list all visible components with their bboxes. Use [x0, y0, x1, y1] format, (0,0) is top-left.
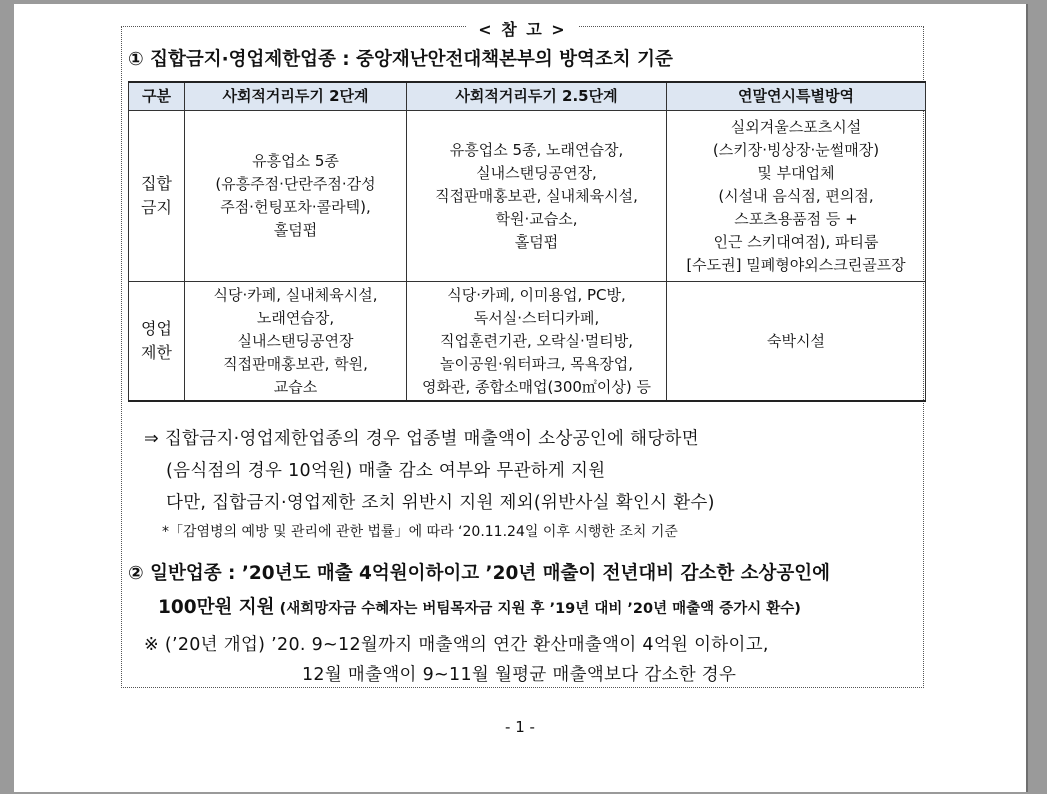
- arrow-paragraph-line2: (음식점의 경우 10억원) 매출 감소 여부와 무관하게 지원: [166, 461, 606, 481]
- cell-line: 실외겨울스포츠시설: [730, 117, 862, 136]
- cell-ban-yearend: [667, 111, 926, 282]
- section2-heading-line2: [158, 593, 958, 619]
- cell-line: 학원·교습소,: [495, 209, 578, 228]
- section1-heading: ① 집합금지·영업제한업종 : 중앙재난안전대책본부의 방역조치 기준: [128, 49, 673, 70]
- cell-line: 유흥업소 5종: [252, 152, 339, 170]
- cell-line: (스키장·빙상장·눈썰매장): [712, 140, 880, 159]
- section2-main-text: 100만원 지원: [158, 597, 275, 618]
- table-header-row: [129, 82, 926, 111]
- cell-line: 홀덤펍: [273, 221, 318, 239]
- reference-title: [122, 17, 923, 40]
- category-line: 영업: [141, 319, 172, 338]
- cell-line: [수도권] 밀폐형야외스크린골프장: [686, 255, 906, 274]
- table-row-restrict: [129, 282, 926, 402]
- page-number: - 1 -: [505, 718, 535, 736]
- cell-restrict-level2: [185, 282, 407, 402]
- cell-line: 노래연습장,: [256, 308, 335, 327]
- cell-line: (유흥주점·단란주점·감성: [215, 175, 376, 193]
- category-line: 제한: [141, 343, 172, 362]
- cell-line: 유흥업소 5종, 노래연습장,: [449, 140, 624, 159]
- arrow-paragraph-line1: ⇒ 집합금지·영업제한업종의 경우 업종별 매출액이 소상공인에 해당하면: [144, 429, 699, 449]
- cell-line: 교습소: [273, 377, 318, 396]
- cell-line: 직접판매홍보관, 실내체육시설,: [435, 186, 638, 205]
- category-ban: [129, 111, 185, 282]
- header-level25: 사회적거리두기 2.5단계: [407, 82, 667, 111]
- cell-line: 인근 스키대여점), 파티룸: [713, 232, 879, 251]
- cell-ban-level2: [185, 111, 407, 282]
- header-level2: 사회적거리두기 2단계: [185, 82, 407, 111]
- cell-line: 실내스탠딩공연장: [237, 331, 354, 350]
- cell-line: 실내스탠딩공연장,: [476, 163, 597, 182]
- cell-restrict-yearend: [667, 282, 926, 402]
- category-line: 금지: [141, 198, 172, 217]
- cell-restrict-level25: [407, 282, 667, 402]
- reference-title-text: < 참 고 >: [466, 20, 578, 39]
- cell-line: 주점·헌팅포차·콜라텍),: [220, 198, 371, 216]
- cell-ban-level25: [407, 111, 667, 282]
- category-line: 집합: [141, 174, 172, 193]
- cell-line: 식당·카페, 이미용업, PC방,: [447, 285, 626, 304]
- cell-line: 숙박시설: [767, 331, 825, 350]
- header-category: 구분: [129, 82, 185, 111]
- category-restrict: [129, 282, 185, 402]
- table-row-ban: [129, 111, 926, 282]
- header-yearend: 연말연시특별방역: [667, 82, 926, 111]
- document-page: [14, 4, 1026, 792]
- footnote: *「감염병의 예방 및 관리에 관한 법률」에 따라 ‘20.11.24일 이후 시행한 조치 기준: [162, 524, 678, 540]
- section2-heading-line1: ② 일반업종 : ’20년도 매출 4억원이하이고 ’20년 매출이 전년대비 감소한 소상공인에: [128, 563, 831, 584]
- section2-sub-text: (새희망자금 수혜자는 버팀목자금 지원 후 ’19년 대비 ’20년 매출액 증가시 환수): [274, 601, 801, 617]
- cell-line: 영화관, 종합소매업(300㎡이상) 등: [421, 377, 652, 396]
- cell-line: 홀덤펍: [514, 232, 559, 251]
- cell-line: 직접판매홍보관, 학원,: [223, 354, 368, 373]
- arrow-paragraph-line3: 다만, 집합금지·영업제한 조치 위반시 지원 제외(위반사실 확인시 환수): [166, 493, 715, 513]
- measures-table: [128, 81, 926, 402]
- cell-line: 식당·카페, 실내체육시설,: [213, 285, 378, 304]
- cell-line: 놀이공원·워터파크, 목욕장업,: [440, 354, 633, 373]
- cell-line: 스포츠용품점 등 +: [734, 209, 858, 228]
- cell-line: (시설내 음식점, 편의점,: [718, 186, 874, 205]
- remark-line2: 12월 매출액이 9~11월 월평균 매출액보다 감소한 경우: [302, 665, 737, 685]
- reference-box: [121, 20, 924, 688]
- remark-line1: ※ (’20년 개업) ’20. 9~12월까지 매출액의 연간 환산매출액이 4억원 이하이고,: [144, 635, 769, 655]
- cell-line: 및 부대업체: [757, 163, 835, 182]
- cell-line: 직업훈련기관, 오락실·멀티방,: [440, 331, 633, 350]
- cell-line: 독서실·스터디카페,: [473, 308, 600, 327]
